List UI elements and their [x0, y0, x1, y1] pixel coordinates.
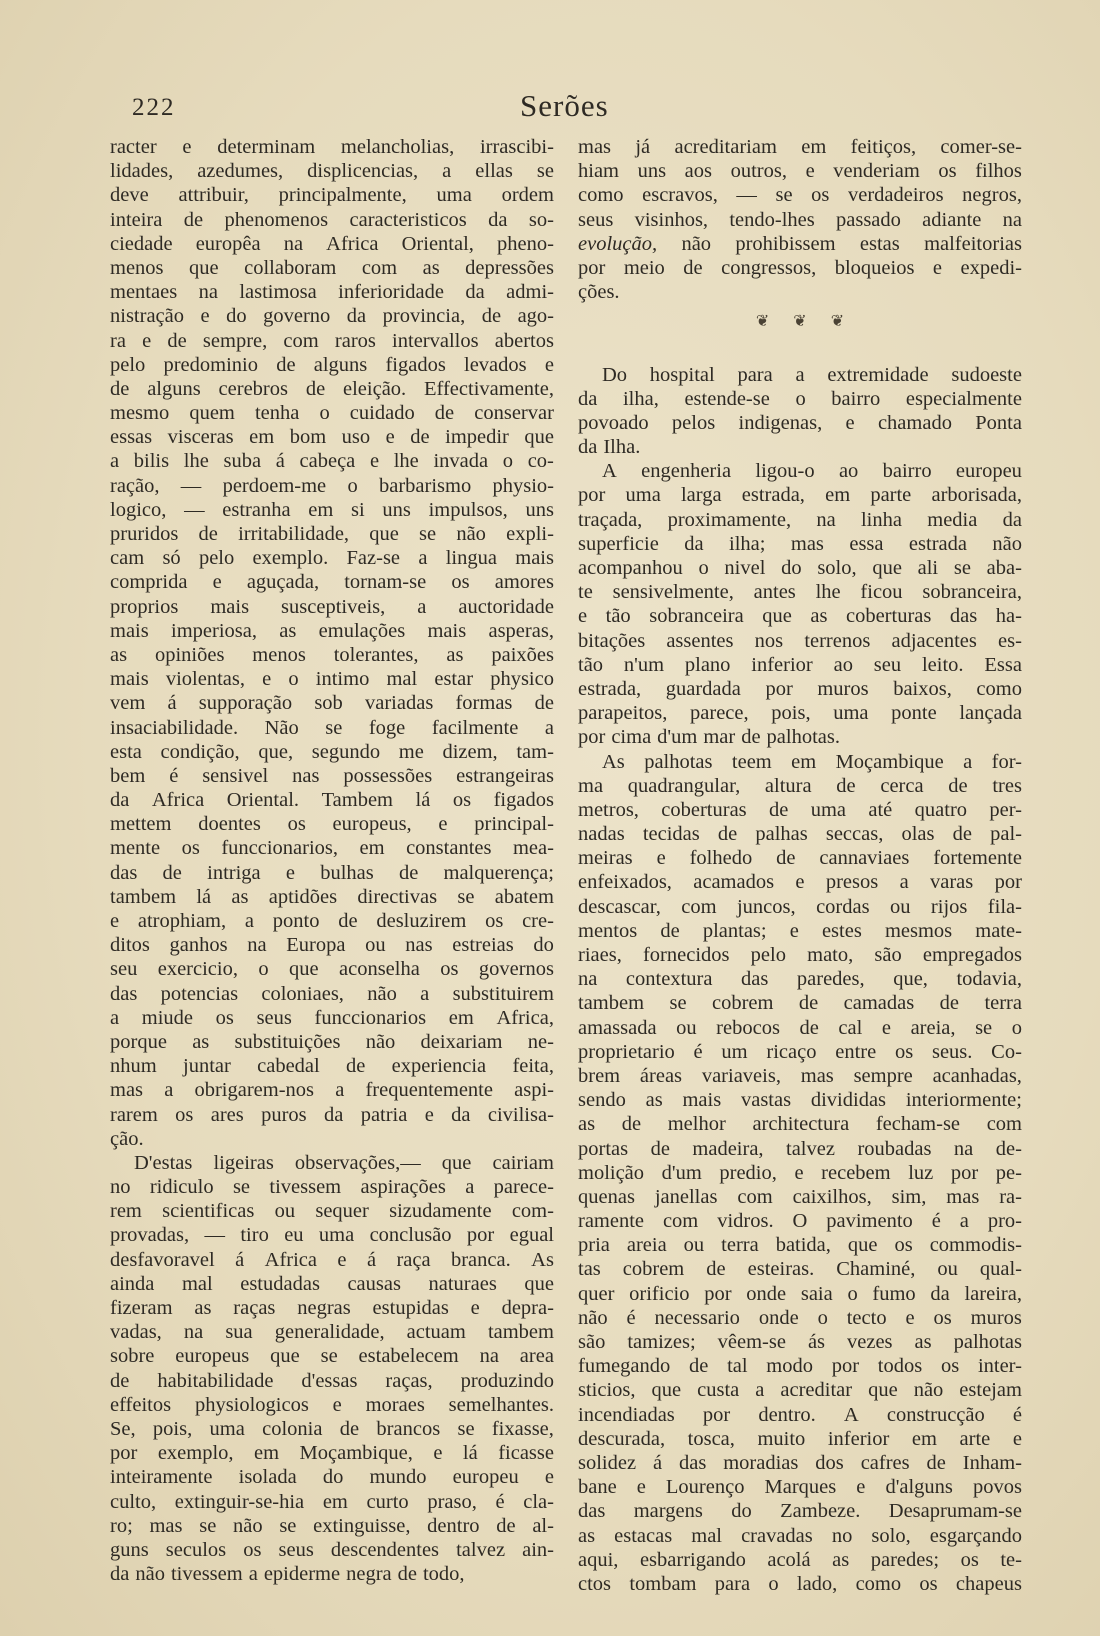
text-line: mesmo quem tenha o cuidado de conservar	[110, 402, 554, 425]
text-line: não é necessario onde o tecto e os muros	[578, 1306, 1022, 1329]
text-line: nhum juntar cabedal de experiencia feita,	[110, 1055, 554, 1078]
text-line: mettem doentes os europeus, e principal-	[110, 813, 554, 836]
right-column-top	[578, 135, 1022, 232]
text-line: insaciabilidade. Não se foge facilmente a	[110, 716, 554, 739]
text-line: metros, coberturas de uma até quatro per-	[578, 798, 1022, 821]
text-line: rem scientificas ou sequer sizudamente com-	[110, 1200, 554, 1223]
text-line: são tamizes; vêem-se ás vezes as palhotas	[578, 1331, 1022, 1353]
text-line: mais imperiosa, as emulações mais asperas,	[110, 619, 554, 642]
text-line: bane e Lourenço Marques e d'alguns povos	[578, 1476, 1022, 1499]
text-line: mas já acreditariam em feitiços, comer-se-	[578, 136, 1022, 158]
text-line: ra e de sempre, com raros intervallos abertos	[110, 329, 554, 352]
text-line: bem é sensivel nas possessões estrangeiras	[110, 764, 554, 787]
text-line: e atrophiam, a ponto de desluzirem os cre-	[110, 910, 554, 932]
text-line: por exemplo, em Moçambique, e lá ficasse	[110, 1442, 554, 1465]
text-line: ração, — perdoem-me o barbarismo physio-	[110, 474, 554, 497]
text-line: no ridiculo se tivessem aspirações a parece-	[110, 1176, 554, 1199]
text-line: lidades, azedumes, displicencias, a ellas se	[110, 160, 554, 183]
italic-word: evolução,	[578, 232, 658, 255]
text-line: porque as substituições não deixariam ne-	[110, 1030, 554, 1053]
text-line: menos que collaboram com as depressões	[110, 256, 554, 279]
text-line: essas visceras em bom uso e de impedir que	[110, 426, 554, 449]
text-line: guns seculos os seus descendentes talvez ain-	[110, 1538, 554, 1561]
ornament-glyph: ❦	[755, 313, 770, 331]
text-line: aqui, esbarrigando acolá as paredes; os te-	[578, 1548, 1022, 1571]
text-line: brem áreas variaveis, mas sempre acanhadas,	[578, 1064, 1022, 1087]
text-line: evolução, não prohibissem estas malfeitorias	[578, 232, 1022, 255]
text-line: como escravos, — se os verdadeiros negros,	[578, 184, 1022, 207]
text-line: tambem lá as aptidões directivas se abatem	[110, 885, 554, 908]
text-line: pelo predominio de alguns figados levados e	[110, 353, 554, 376]
text-line: ramente com vidros. O pavimento é a pro-	[578, 1210, 1022, 1233]
text-line: As palhotas teem em Moçambique a for-	[602, 750, 1022, 773]
text-line: hiam uns aos outros, e venderiam os filhos	[578, 160, 1022, 183]
text-line: provadas, — tiro eu uma conclusão por egual	[110, 1224, 554, 1247]
text-line: descascar, com juncos, cordas ou rijos fila-	[578, 895, 1022, 918]
text-line: a bilis lhe suba á cabeça e lhe invada o co-	[110, 450, 554, 473]
text-line: fumegando de tal modo por todos os inter-	[578, 1355, 1022, 1378]
right-column-bottom	[578, 363, 1022, 1597]
text-line: proprios mais susceptiveis, a auctoridade	[110, 595, 554, 618]
text-line: amassada ou rebocos de cal e areia, se o	[578, 1016, 1022, 1039]
text-line: mente os funccionarios, em constantes mea-	[110, 837, 554, 860]
text-line: A engenheria ligou-o ao bairro europeu	[602, 460, 1022, 483]
text-line: quer orificio por onde saia o fumo da lareira,	[578, 1282, 1022, 1305]
text-line: das margens do Zambeze. Desaprumam-se	[578, 1500, 1022, 1523]
text-line: ções.	[578, 281, 620, 304]
text-line: na contextura das paredes, que, todavia,	[578, 968, 1022, 991]
text-line: molição d'um predio, e recebem luz por pe-	[578, 1161, 1022, 1184]
text-line: ção.	[110, 1127, 144, 1150]
text-line: ciedade europêa na Africa Oriental, pheno-	[110, 232, 554, 255]
text-line: logico, — estranha em si uns impulsos, uns	[110, 498, 554, 521]
text-line: estrada, guardada por muros baixos, como	[578, 677, 1022, 700]
text-line: inteira de phenomenos caracteristicos da so-	[110, 208, 554, 231]
text-line: solidez á das moradias dos cafres de Inham-	[578, 1451, 1022, 1474]
running-title: Serões	[520, 88, 609, 123]
text-line: inteiramente isolada do mundo europeu e	[110, 1466, 554, 1489]
text-line: parapeitos, parece, pois, uma ponte lançada	[578, 702, 1022, 725]
text-line: seus visinhos, tendo-lhes passado adiante na	[578, 208, 1022, 231]
text-line: deve attribuir, principalmente, uma ordem	[110, 184, 554, 207]
text-line: cam só pelo exemplo. Faz-se a lingua mais	[110, 547, 554, 570]
text-line: descurada, tosca, muito inferior em arte e	[578, 1427, 1022, 1450]
text-line: mentos de plantas; e estes mesmos mate-	[578, 919, 1022, 942]
text-line: da Africa Oriental. Tambem lá os figados	[110, 789, 554, 812]
text-line: sobre europeus que se estabelecem na area	[110, 1345, 554, 1368]
text-line: vem á supporação sob variadas formas de	[110, 692, 554, 715]
left-column	[110, 135, 554, 1586]
text-line: mais violentas, e o intimo mal estar physico	[110, 668, 554, 691]
text-line: por uma larga estrada, em parte arborisada,	[578, 484, 1022, 507]
text-line: tambem se cobrem de camadas de terra	[578, 992, 1022, 1015]
text-line: comprida e aguçada, tornam-se os amores	[110, 571, 554, 594]
text-line: da não tivessem a epiderme negra de todo,	[110, 1563, 465, 1586]
text-line: povoado pelos indigenas, e chamado Ponta	[578, 411, 1022, 434]
text-line: quenas janellas com caixilhos, sim, mas ra-	[578, 1185, 1022, 1208]
text-line: rarem os ares puros da patria e da civilisa-	[110, 1103, 554, 1126]
ornament-glyph: ❦	[830, 313, 845, 331]
text-line: Do hospital para a extremidade sudoeste	[602, 363, 1022, 386]
text-line: por cima d'um mar de palhotas.	[578, 726, 840, 749]
text-line: por meio de congressos, bloqueios e expedi-	[578, 256, 1022, 279]
text-line: acompanhou o nivel do solo, que ali se aba-	[578, 557, 1022, 579]
text-line: effeitos physiologicos e moraes semelhantes.	[110, 1393, 554, 1416]
text-line: proprietario é um ricaço entre os seus. Co-	[578, 1040, 1022, 1063]
text-line: Se, pois, uma colonia de brancos se fixasse,	[110, 1417, 554, 1440]
text-line: pria areia ou terra batida, que os commodis-	[578, 1234, 1022, 1257]
right-column	[578, 135, 1022, 1596]
text-line: riaes, fornecidos pelo mato, são empregados	[578, 944, 1022, 966]
text-line: tão n'um plano inferior ao seu leito. Essa	[578, 653, 1022, 676]
text-line: traçada, proximamente, na linha media da	[578, 508, 1022, 531]
text-line: incendiadas por dentro. A construcção é	[578, 1403, 1022, 1426]
text-line: D'estas ligeiras observações,— que cairiam	[134, 1151, 554, 1174]
text-line: mas a obrigarem-nos a frequentemente aspi-	[110, 1079, 554, 1102]
text-line: de alguns cerebros de eleição. Effectivamente,	[110, 377, 554, 400]
text-line: racter e determinam melancholias, irrascibi-	[110, 136, 554, 158]
text-line: meiras e folhedo de cannaviaes fortemente	[578, 847, 1022, 870]
text-line: a miude os seus funccionarios em Africa,	[110, 1006, 554, 1029]
text-line: portas de madeira, talvez roubadas na de-	[578, 1137, 1022, 1160]
text-line: superficie da ilha; mas essa estrada não	[578, 532, 1022, 555]
text-line: da Ilha.	[578, 436, 641, 459]
text-line: bitações assentes nos terrenos adjacentes es-	[578, 629, 1022, 652]
text-line: das de intriga e bulhas de malquerença;	[110, 861, 554, 884]
text-line: sticios, que custa a acreditar que não estejam	[578, 1379, 1022, 1402]
text-line: fizeram as raças negras estupidas e depra-	[110, 1297, 554, 1319]
right-column-mid	[578, 256, 1022, 304]
text-line: das potencias coloniaes, não a substituirem	[110, 982, 554, 1005]
text-line: ainda mal estudadas causas naturaes que	[110, 1272, 554, 1295]
text-line: ditos ganhos na Europa ou nas estreias do	[110, 934, 554, 957]
text-line: vadas, na sua generalidade, actuam tambem	[110, 1321, 554, 1344]
ornament-glyph: ❦	[793, 313, 807, 331]
page-number: 222	[132, 94, 176, 121]
text-line: as estacas mal cravadas no solo, esgarçando	[578, 1524, 1022, 1547]
text-line: de habitabilidade d'essas raças, produzindo	[110, 1369, 554, 1392]
text-line: sendo as mais vastas divididas interiormente;	[578, 1089, 1022, 1112]
text-line: ctos tombam para o lado, como os chapeus	[578, 1572, 1022, 1595]
text-line: pruridos de irritabilidade, que se não expli-	[110, 523, 554, 545]
text-line: enfeixados, acamados e presos a varas por	[578, 871, 1022, 894]
text-line: tas cobrem de esteiras. Chaminé, ou qual-	[578, 1258, 1022, 1281]
text-line: nadas tecidas de palhas seccas, olas de pal-	[578, 823, 1022, 846]
text-line: culto, extinguir-se-hia em curto praso, é cla-	[110, 1490, 554, 1513]
text-line: seu exercicio, o que aconselha os governos	[110, 958, 554, 981]
text-line: nistração e do governo da provincia, de ago-	[110, 305, 554, 328]
section-ornament	[578, 304, 1022, 338]
text-line: as opiniões menos tolerantes, as paixões	[110, 643, 554, 666]
text-line: ro; mas se não se extinguisse, dentro de al-	[110, 1514, 554, 1537]
text-line: da ilha, estende-se o bairro especialmente	[578, 387, 1022, 410]
text-line: mentaes na lastimosa inferioridade da admi-	[110, 281, 554, 304]
text-line: as de melhor architectura fecham-se com	[578, 1113, 1022, 1136]
text-line: ma quadrangular, altura de cerca de tres	[578, 774, 1022, 797]
text-line: desfavoravel á Africa e á raça branca. As	[110, 1248, 554, 1271]
text-line: esta condição, que, segundo me dizem, tam-	[110, 740, 554, 763]
text-line: te sensivelmente, antes lhe ficou sobranceira,	[578, 581, 1022, 604]
text-line: e tão sobranceira que as coberturas das ha-	[578, 605, 1022, 628]
